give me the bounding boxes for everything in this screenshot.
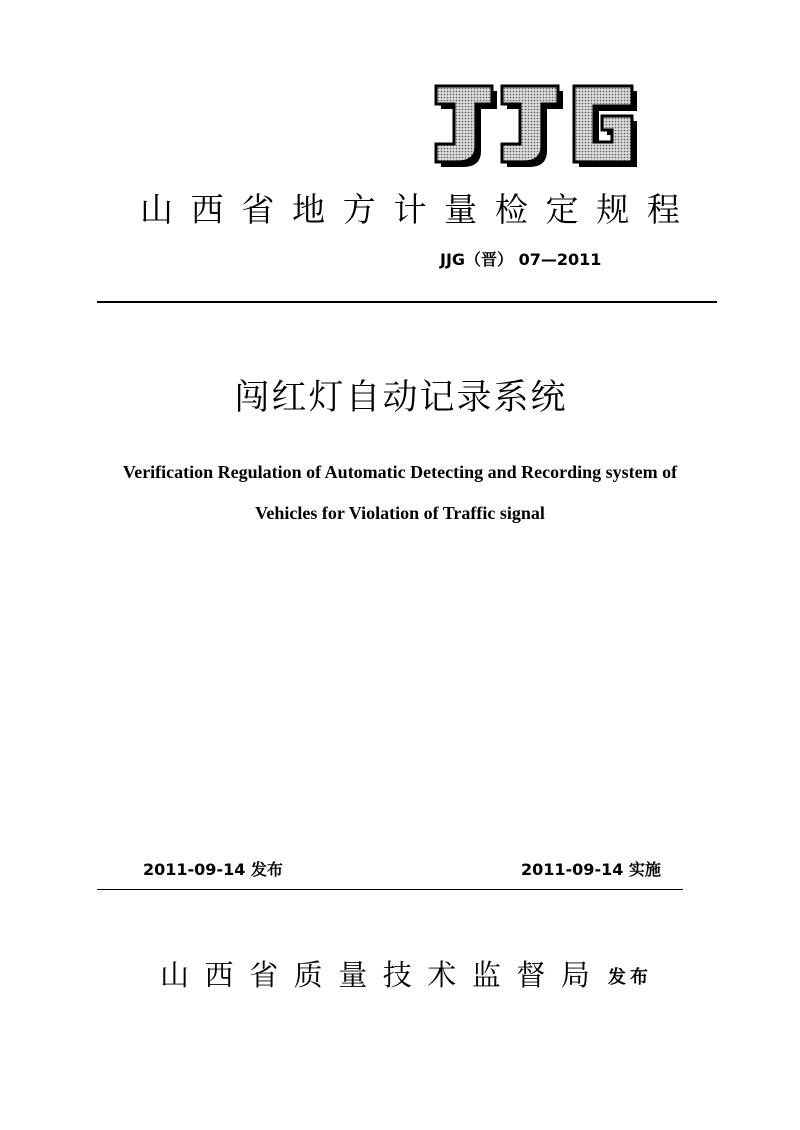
english-title-line-1: Verification Regulation of Automatic Detecting and Recording system of: [122, 462, 678, 482]
series-char: 山: [140, 190, 173, 229]
issuer-char: 监: [471, 958, 501, 992]
chinese-title: 闯红灯自动记录系统: [234, 378, 568, 418]
issuer-publish-label: 发布: [608, 967, 652, 988]
issuer-char: 局: [560, 958, 590, 992]
bottom-divider: [97, 889, 683, 890]
regulation-series-title: [140, 186, 680, 234]
series-char: 西: [190, 190, 224, 229]
issuer-char: 督: [516, 958, 546, 992]
series-char: 检: [494, 190, 528, 229]
issuer-char: 省: [249, 958, 279, 992]
series-char: 计: [393, 190, 427, 229]
document-code: JJG（晋） 07—2011: [440, 250, 602, 269]
series-char: 省: [241, 190, 275, 229]
series-char: 量: [444, 190, 478, 229]
english-title-line-2: Vehicles for Violation of Traffic signal: [255, 503, 545, 523]
series-char: 程: [646, 190, 680, 229]
series-char: 规: [596, 190, 630, 229]
issue-date: 2011-09-14 发布: [143, 860, 283, 879]
series-char: 地: [292, 190, 326, 229]
jjg-logo-icon: [434, 84, 640, 168]
effective-date: 2011-09-14 实施: [521, 860, 661, 879]
issuer-char: 术: [427, 958, 457, 992]
issuer-char: 质: [293, 958, 323, 992]
series-char: 方: [342, 190, 376, 229]
issuer-char: 西: [204, 958, 234, 992]
series-char: 定: [545, 190, 579, 229]
issuer-char: 山: [160, 958, 190, 992]
issuing-authority: [160, 952, 590, 998]
issuer-char: 量: [338, 958, 368, 992]
issuer-char: 技: [382, 958, 412, 992]
top-divider: [97, 301, 717, 303]
